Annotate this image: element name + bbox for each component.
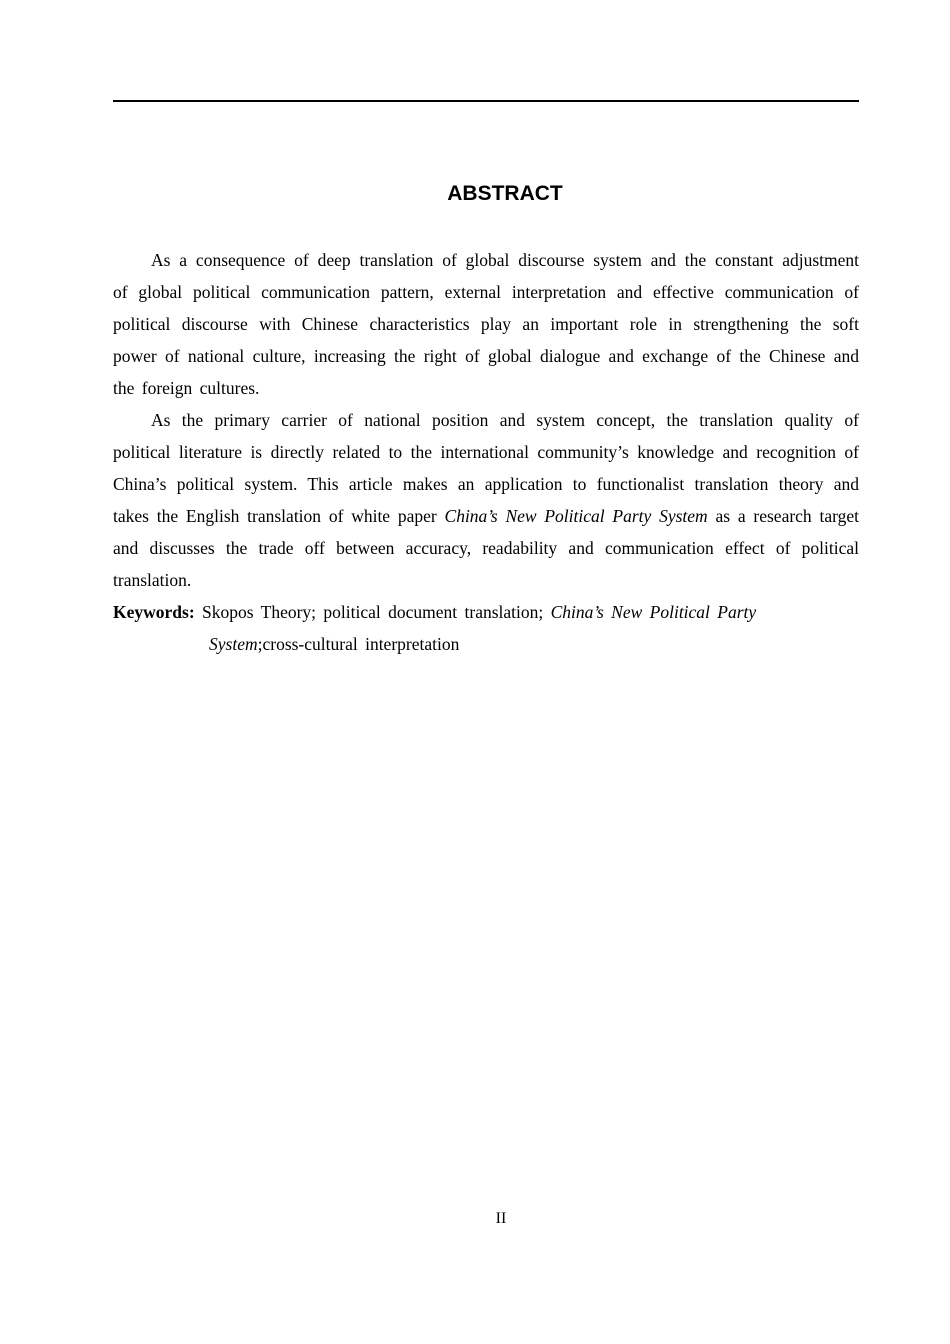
keywords-italic-1: China’s New Political Party — [550, 602, 757, 622]
header-rule — [113, 100, 859, 102]
keywords-line-2 — [113, 628, 859, 660]
keywords-line-1 — [113, 596, 859, 628]
abstract-title: ABSTRACT — [447, 182, 563, 205]
white-paper-title: China’s New Political Party System — [444, 506, 708, 526]
keywords-italic-2: System — [209, 634, 258, 654]
page-number: II — [495, 1210, 507, 1227]
abstract-body — [113, 244, 859, 660]
abstract-paragraph-2 — [113, 404, 859, 596]
paragraph-2-text-end: as a research target and discusses the trade off between accuracy, readability and communication effect of political translation. — [113, 506, 859, 590]
keywords-text-1: Skopos Theory; political document translation; — [194, 602, 551, 622]
keywords-text-2: ;cross-cultural interpretation — [257, 634, 460, 654]
abstract-paragraph-1: As a consequence of deep translation of global discourse system and the constant adjustment of global political communication pattern, external interpretation and effective communication of political discourse with Chinese characteristics play an important role in strengthening the soft power of national culture, increasing the right of global dialogue and exchange of the Chinese and the foreign cultures. — [113, 250, 859, 398]
keywords-label: Keywords: — [113, 602, 195, 622]
paragraph-2-text-start: As the primary carrier of national position and system concept, the translation quality of political literature is directly related to the international community’s knowledge and recognition of China’s political system. This article makes an application to functionalist translation theory and takes the English translation of white paper — [113, 410, 859, 526]
